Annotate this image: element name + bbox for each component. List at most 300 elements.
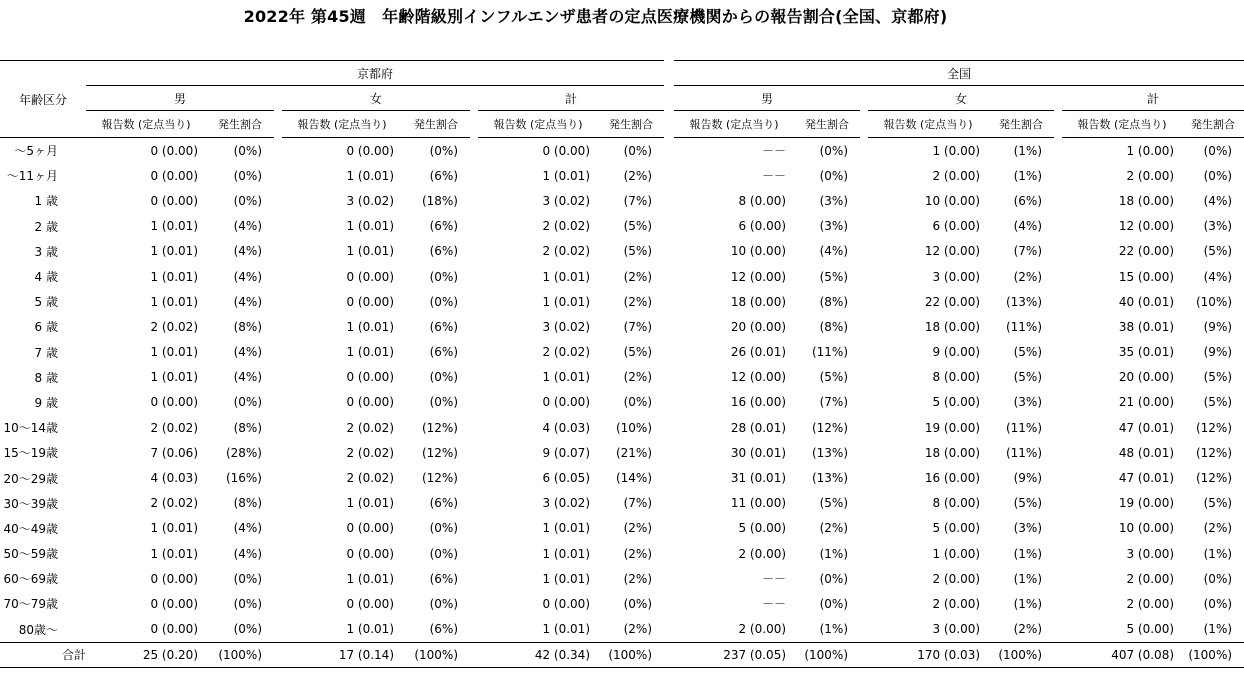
ratio-cell: (2%): [623, 521, 653, 536]
report-count-cell: 2 (0.00): [932, 168, 981, 183]
ratio-cell: (4%): [819, 244, 849, 259]
report-count-cell: 8 (0.00): [932, 496, 981, 511]
report-count-cell: 1 (0.01): [150, 546, 198, 561]
ratio-cell: (5%): [819, 269, 849, 284]
table-row: [0, 440, 1244, 465]
report-count-cell: 1 (0.01): [346, 622, 394, 637]
ratio-cell: (0%): [429, 370, 458, 385]
ratio-cell: (0%): [623, 596, 653, 611]
ratio-cell: (12%): [1195, 445, 1233, 460]
age-group-cell: ～11ヶ月: [6, 169, 58, 184]
ratio-cell: (0%): [233, 395, 262, 410]
col-ratio-header: 発生割合: [206, 111, 274, 138]
ratio-cell: (0%): [233, 143, 262, 158]
ratio-cell: (0%): [1203, 596, 1233, 611]
ratio-cell: (2%): [623, 370, 653, 385]
report-count-cell: 25 (0.20): [86, 642, 206, 667]
table-row: [0, 491, 1244, 516]
report-count-cell: 2 (0.02): [542, 244, 590, 259]
report-count-cell: 2 (0.02): [346, 471, 394, 486]
report-count-cell: 2 (0.00): [1126, 596, 1175, 611]
ratio-cell: (1%): [819, 622, 849, 637]
age-group-cell: 1 歳: [34, 194, 58, 209]
ratio-cell: (0%): [233, 622, 262, 637]
page-title: 2022年 第45週 年齢階級別インフルエンザ患者の定点医療機関からの報告割合(全国、京都府): [243, 7, 948, 26]
report-count-cell: 0 (0.00): [346, 596, 394, 611]
age-group-cell: 9 歳: [34, 395, 58, 410]
age-group-cell: 6 歳: [34, 320, 58, 335]
report-count-cell: 3 (0.00): [1126, 546, 1175, 561]
report-count-cell: 2 (0.02): [150, 319, 198, 334]
report-count-cell: 35 (0.01): [1118, 345, 1175, 360]
ratio-cell: (100%): [402, 642, 470, 667]
report-count-cell: 40 (0.01): [1118, 294, 1175, 309]
ratio-cell: (1%): [819, 546, 849, 561]
report-count-cell: 3 (0.02): [346, 193, 394, 208]
ratio-cell: (100%): [988, 642, 1054, 667]
region-header-national: 全国: [674, 61, 1244, 86]
ratio-cell: (13%): [1005, 294, 1043, 309]
report-count-cell: 2 (0.02): [150, 420, 198, 435]
age-group-cell: 20～29歳: [3, 471, 58, 486]
ratio-cell: (11%): [1005, 319, 1043, 334]
age-group-cell: 70～79歳: [3, 597, 58, 612]
ratio-cell: (7%): [623, 193, 653, 208]
ratio-cell: (0%): [429, 395, 458, 410]
table-row: [0, 264, 1244, 289]
report-count-cell: －－: [762, 144, 787, 159]
ratio-cell: (0%): [429, 294, 458, 309]
ratio-cell: (5%): [819, 370, 849, 385]
total-row: [0, 642, 1244, 667]
ratio-cell: (28%): [225, 445, 262, 460]
age-group-cell: ～5ヶ月: [14, 144, 58, 159]
ratio-cell: (9%): [1203, 319, 1233, 334]
ratio-cell: (0%): [819, 571, 849, 586]
ratio-cell: (2%): [623, 294, 653, 309]
age-group-cell: 80歳～: [18, 622, 58, 637]
ratio-cell: (6%): [429, 496, 458, 511]
ratio-cell: (5%): [1203, 244, 1233, 259]
report-count-cell: 11 (0.00): [730, 496, 787, 511]
age-group-cell: 50～59歳: [3, 547, 58, 562]
sex-header-male-national: 男: [674, 86, 860, 111]
ratio-cell: (1%): [1013, 143, 1043, 158]
report-count-cell: 0 (0.00): [346, 143, 394, 158]
report-count-cell: 1 (0.01): [542, 294, 590, 309]
report-count-cell: 1 (0.01): [150, 521, 198, 536]
report-count-cell: 1 (0.01): [150, 269, 198, 284]
ratio-cell: (4%): [233, 269, 262, 284]
ratio-cell: (6%): [429, 622, 458, 637]
ratio-cell: (100%): [1182, 642, 1244, 667]
report-count-cell: 1 (0.00): [932, 143, 981, 158]
ratio-cell: (12%): [421, 445, 458, 460]
report-count-cell: 1 (0.01): [542, 571, 590, 586]
report-count-cell: －－: [762, 169, 787, 184]
report-count-cell: 17 (0.14): [282, 642, 402, 667]
age-group-cell: 10～14歳: [3, 421, 58, 436]
report-count-cell: 0 (0.00): [346, 521, 394, 536]
report-count-cell: 9 (0.07): [542, 445, 590, 460]
ratio-cell: (8%): [819, 294, 849, 309]
ratio-cell: (5%): [1013, 345, 1043, 360]
ratio-cell: (12%): [1195, 420, 1233, 435]
ratio-cell: (11%): [1005, 445, 1043, 460]
ratio-cell: (5%): [1203, 395, 1233, 410]
report-count-cell: 19 (0.00): [924, 420, 981, 435]
report-count-cell: 3 (0.02): [542, 319, 590, 334]
report-count-cell: 5 (0.00): [932, 521, 981, 536]
ratio-cell: (3%): [1013, 521, 1043, 536]
table-row: [0, 163, 1244, 188]
report-count-cell: 18 (0.00): [924, 319, 981, 334]
ratio-cell: (0%): [819, 143, 849, 158]
ratio-cell: (4%): [1203, 193, 1233, 208]
report-count-cell: 1 (0.00): [932, 546, 981, 561]
ratio-cell: (3%): [1203, 219, 1233, 234]
age-group-cell: 合計: [0, 642, 86, 667]
ratio-cell: (4%): [233, 521, 262, 536]
report-count-cell: 7 (0.06): [150, 445, 198, 460]
ratio-cell: (4%): [233, 546, 262, 561]
ratio-cell: (5%): [1013, 496, 1043, 511]
col-ratio-header: 発生割合: [598, 111, 664, 138]
report-count-cell: 28 (0.01): [730, 420, 787, 435]
ratio-cell: (0%): [1203, 571, 1233, 586]
age-group-cell: 7 歳: [34, 345, 58, 360]
ratio-cell: (5%): [1013, 370, 1043, 385]
report-count-cell: 20 (0.00): [730, 319, 787, 334]
report-count-cell: 2 (0.02): [150, 496, 198, 511]
report-count-cell: 12 (0.00): [730, 370, 787, 385]
ratio-cell: (0%): [429, 546, 458, 561]
report-count-cell: 5 (0.00): [738, 521, 787, 536]
report-count-cell: 6 (0.00): [738, 219, 787, 234]
report-count-cell: 6 (0.05): [542, 471, 590, 486]
ratio-cell: (4%): [233, 345, 262, 360]
table-row: [0, 591, 1244, 616]
sex-header-total-national: 計: [1062, 86, 1244, 111]
ratio-cell: (2%): [1013, 269, 1043, 284]
ratio-cell: (5%): [1203, 496, 1233, 511]
ratio-cell: (4%): [233, 244, 262, 259]
report-count-cell: 2 (0.00): [932, 596, 981, 611]
col-reports-header: 報告数 (定点当り): [1062, 111, 1182, 138]
report-count-cell: 1 (0.01): [346, 571, 394, 586]
report-count-cell: 1 (0.01): [150, 219, 198, 234]
ratio-cell: (6%): [1013, 193, 1043, 208]
ratio-cell: (3%): [819, 219, 849, 234]
ratio-cell: (13%): [811, 445, 849, 460]
report-count-cell: 5 (0.00): [932, 395, 981, 410]
ratio-cell: (7%): [623, 319, 653, 334]
report-count-cell: 0 (0.00): [150, 395, 198, 410]
ratio-cell: (1%): [1013, 546, 1043, 561]
ratio-cell: (6%): [429, 319, 458, 334]
ratio-cell: (5%): [1203, 370, 1233, 385]
ratio-cell: (6%): [429, 168, 458, 183]
report-count-cell: 2 (0.02): [542, 345, 590, 360]
table-row: [0, 390, 1244, 415]
report-count-cell: 1 (0.01): [346, 244, 394, 259]
ratio-cell: (0%): [1203, 143, 1233, 158]
age-group-cell: 3 歳: [34, 244, 58, 259]
table-row: [0, 365, 1244, 390]
ratio-cell: (4%): [1013, 219, 1043, 234]
ratio-cell: (7%): [819, 395, 849, 410]
report-count-cell: 8 (0.00): [738, 193, 787, 208]
report-count-cell: 0 (0.00): [542, 395, 590, 410]
report-count-cell: 407 (0.08): [1062, 642, 1182, 667]
age-group-cell: 15～19歳: [3, 446, 58, 461]
report-count-cell: 2 (0.00): [738, 622, 787, 637]
region-header-kyoto: 京都府: [86, 61, 664, 86]
age-group-cell: 60～69歳: [3, 572, 58, 587]
report-count-cell: 1 (0.01): [346, 168, 394, 183]
report-count-cell: 1 (0.01): [542, 269, 590, 284]
col-ratio-header: 発生割合: [402, 111, 470, 138]
report-count-cell: 2 (0.00): [1126, 168, 1175, 183]
report-count-cell: 0 (0.00): [346, 370, 394, 385]
ratio-cell: (0%): [233, 571, 262, 586]
report-count-cell: 18 (0.00): [730, 294, 787, 309]
report-count-cell: 2 (0.02): [346, 420, 394, 435]
report-count-cell: 0 (0.00): [346, 294, 394, 309]
age-group-cell: 5 歳: [34, 295, 58, 310]
report-count-cell: 10 (0.00): [924, 193, 981, 208]
ratio-cell: (2%): [623, 622, 653, 637]
report-count-cell: 16 (0.00): [730, 395, 787, 410]
report-count-cell: 1 (0.01): [346, 345, 394, 360]
report-count-cell: 12 (0.00): [1118, 219, 1175, 234]
sex-header-female-kyoto: 女: [282, 86, 470, 111]
ratio-cell: (1%): [1013, 168, 1043, 183]
influenza-report-table: [0, 60, 1244, 668]
report-count-cell: 1 (0.01): [542, 168, 590, 183]
ratio-cell: (2%): [623, 546, 653, 561]
table-row: [0, 541, 1244, 566]
report-count-cell: 18 (0.00): [924, 445, 981, 460]
ratio-cell: (0%): [819, 168, 849, 183]
report-count-cell: 1 (0.01): [346, 219, 394, 234]
report-count-cell: 22 (0.00): [1118, 244, 1175, 259]
report-count-cell: 0 (0.00): [150, 596, 198, 611]
col-reports-header: 報告数 (定点当り): [478, 111, 598, 138]
table-row: [0, 465, 1244, 490]
ratio-cell: (5%): [623, 244, 653, 259]
ratio-cell: (0%): [429, 143, 458, 158]
ratio-cell: (4%): [233, 370, 262, 385]
ratio-cell: (12%): [421, 471, 458, 486]
report-count-cell: 26 (0.01): [730, 345, 787, 360]
ratio-cell: (5%): [623, 219, 653, 234]
ratio-cell: (4%): [233, 294, 262, 309]
ratio-cell: (100%): [598, 642, 664, 667]
report-count-cell: 1 (0.01): [542, 622, 590, 637]
report-count-cell: 4 (0.03): [150, 471, 198, 486]
ratio-cell: (3%): [1013, 395, 1043, 410]
report-count-cell: 3 (0.00): [932, 622, 981, 637]
report-count-cell: 0 (0.00): [346, 395, 394, 410]
report-count-cell: 18 (0.00): [1118, 193, 1175, 208]
ratio-cell: (4%): [1203, 269, 1233, 284]
report-count-cell: 19 (0.00): [1118, 496, 1175, 511]
report-count-cell: 170 (0.03): [868, 642, 988, 667]
report-count-cell: 1 (0.01): [542, 546, 590, 561]
ratio-cell: (4%): [233, 219, 262, 234]
age-group-cell: 30～39歳: [3, 496, 58, 511]
report-count-cell: 6 (0.00): [932, 219, 981, 234]
table-row: [0, 214, 1244, 239]
report-count-cell: 31 (0.01): [730, 471, 787, 486]
ratio-cell: (16%): [225, 471, 262, 486]
report-count-cell: 1 (0.01): [346, 319, 394, 334]
sex-header-total-kyoto: 計: [478, 86, 664, 111]
report-count-cell: 1 (0.01): [542, 370, 590, 385]
report-count-cell: 1 (0.01): [542, 521, 590, 536]
ratio-cell: (11%): [1005, 420, 1043, 435]
ratio-cell: (100%): [794, 642, 860, 667]
table-row: [0, 566, 1244, 591]
report-count-cell: 16 (0.00): [924, 471, 981, 486]
col-reports-header: 報告数 (定点当り): [868, 111, 988, 138]
ratio-cell: (0%): [429, 269, 458, 284]
ratio-cell: (2%): [1203, 521, 1233, 536]
table-row: [0, 340, 1244, 365]
ratio-cell: (9%): [1013, 471, 1043, 486]
ratio-cell: (14%): [615, 471, 653, 486]
ratio-cell: (3%): [819, 193, 849, 208]
report-count-cell: 21 (0.00): [1118, 395, 1175, 410]
ratio-cell: (1%): [1203, 622, 1233, 637]
ratio-cell: (100%): [206, 642, 274, 667]
ratio-cell: (0%): [429, 596, 458, 611]
report-count-cell: 4 (0.03): [542, 420, 590, 435]
age-group-cell: 8 歳: [34, 370, 58, 385]
ratio-cell: (21%): [615, 445, 653, 460]
report-count-cell: 0 (0.00): [150, 622, 198, 637]
col-ratio-header: 発生割合: [988, 111, 1054, 138]
report-count-cell: 10 (0.00): [730, 244, 787, 259]
report-count-cell: 1 (0.01): [150, 294, 198, 309]
report-count-cell: 1 (0.01): [150, 345, 198, 360]
ratio-cell: (6%): [429, 219, 458, 234]
report-count-cell: 0 (0.00): [150, 143, 198, 158]
report-count-cell: 2 (0.00): [738, 546, 787, 561]
report-count-cell: 12 (0.00): [730, 269, 787, 284]
ratio-cell: (1%): [1203, 546, 1233, 561]
ratio-cell: (13%): [811, 471, 849, 486]
ratio-cell: (12%): [1195, 471, 1233, 486]
age-group-cell: 40～49歳: [3, 521, 58, 536]
report-count-cell: 38 (0.01): [1118, 319, 1175, 334]
report-count-cell: 1 (0.01): [346, 496, 394, 511]
report-count-cell: 2 (0.00): [1126, 571, 1175, 586]
ratio-cell: (8%): [233, 420, 262, 435]
ratio-cell: (2%): [623, 168, 653, 183]
ratio-cell: (18%): [421, 193, 458, 208]
ratio-cell: (11%): [811, 345, 849, 360]
ratio-cell: (6%): [429, 345, 458, 360]
age-group-cell: 2 歳: [34, 219, 58, 234]
report-count-cell: 0 (0.00): [150, 168, 198, 183]
report-count-cell: 1 (0.00): [1126, 143, 1175, 158]
ratio-cell: (7%): [623, 496, 653, 511]
table-row: [0, 314, 1244, 339]
report-count-cell: 0 (0.00): [150, 193, 198, 208]
table-row: [0, 239, 1244, 264]
report-count-cell: 1 (0.01): [150, 244, 198, 259]
report-count-cell: 47 (0.01): [1118, 420, 1175, 435]
table-row: [0, 516, 1244, 541]
table-row: [0, 289, 1244, 314]
report-count-cell: 12 (0.00): [924, 244, 981, 259]
ratio-cell: (1%): [1013, 571, 1043, 586]
ratio-cell: (12%): [421, 420, 458, 435]
report-count-cell: 42 (0.34): [478, 642, 598, 667]
ratio-cell: (10%): [615, 420, 653, 435]
ratio-cell: (6%): [429, 244, 458, 259]
ratio-cell: (0%): [429, 521, 458, 536]
report-count-cell: 30 (0.01): [730, 445, 787, 460]
ratio-cell: (0%): [1203, 168, 1233, 183]
report-count-cell: 3 (0.02): [542, 496, 590, 511]
report-count-cell: 0 (0.00): [542, 143, 590, 158]
age-group-header: 年齢区分: [0, 61, 86, 138]
ratio-cell: (6%): [429, 571, 458, 586]
report-count-cell: 0 (0.00): [542, 596, 590, 611]
col-reports-header: 報告数 (定点当り): [86, 111, 206, 138]
ratio-cell: (8%): [233, 319, 262, 334]
ratio-cell: (12%): [811, 420, 849, 435]
ratio-cell: (0%): [819, 596, 849, 611]
col-ratio-header: 発生割合: [794, 111, 860, 138]
sex-header-male-kyoto: 男: [86, 86, 274, 111]
report-count-cell: －－: [762, 572, 787, 587]
report-count-cell: 1 (0.01): [150, 370, 198, 385]
report-count-cell: 48 (0.01): [1118, 445, 1175, 460]
report-count-cell: 3 (0.00): [932, 269, 981, 284]
table-row: [0, 415, 1244, 440]
report-count-cell: 9 (0.00): [932, 345, 981, 360]
ratio-cell: (7%): [1013, 244, 1043, 259]
report-count-cell: 5 (0.00): [1126, 622, 1175, 637]
report-count-cell: 47 (0.01): [1118, 471, 1175, 486]
ratio-cell: (0%): [233, 596, 262, 611]
ratio-cell: (8%): [819, 319, 849, 334]
sex-header-female-national: 女: [868, 86, 1054, 111]
report-count-cell: 2 (0.00): [932, 571, 981, 586]
ratio-cell: (0%): [623, 395, 653, 410]
ratio-cell: (2%): [1013, 622, 1043, 637]
report-count-cell: 10 (0.00): [1118, 521, 1175, 536]
ratio-cell: (0%): [233, 193, 262, 208]
ratio-cell: (1%): [1013, 596, 1043, 611]
col-reports-header: 報告数 (定点当り): [282, 111, 402, 138]
report-count-cell: 22 (0.00): [924, 294, 981, 309]
report-count-cell: 15 (0.00): [1118, 269, 1175, 284]
table-row: [0, 617, 1244, 643]
ratio-cell: (5%): [623, 345, 653, 360]
table-row: [0, 138, 1244, 164]
ratio-cell: (8%): [233, 496, 262, 511]
report-count-cell: 0 (0.00): [150, 571, 198, 586]
ratio-cell: (2%): [623, 269, 653, 284]
ratio-cell: (9%): [1203, 345, 1233, 360]
age-group-cell: 4 歳: [34, 270, 58, 285]
report-count-cell: 2 (0.02): [542, 219, 590, 234]
